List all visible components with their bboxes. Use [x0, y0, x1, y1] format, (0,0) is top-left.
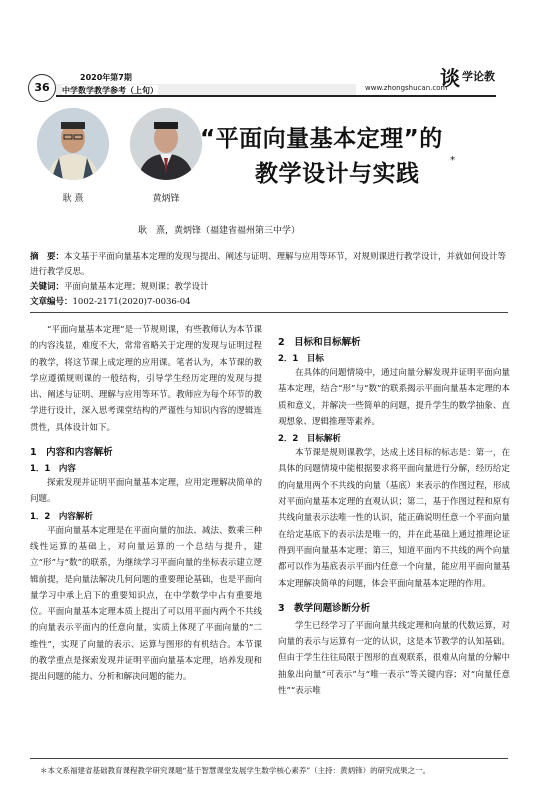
author-caption-2: 黄炳锋 — [152, 194, 180, 204]
page-number: 36 — [28, 74, 56, 102]
section-2-2-heading: 2．2 目标解析 — [278, 434, 341, 445]
article-id-text: 1002-2171(2020)7-0036-04 — [72, 297, 191, 307]
section-1-1-paragraph: 探索发现并证明平面向量基本定理，应用定理解决简单的问题。 — [30, 478, 262, 505]
issue-label: 2020年第7期 — [80, 73, 132, 82]
website-url: www.zhongshucan.com — [365, 84, 448, 92]
section-3-heading: 3 教学问题诊断分析 — [278, 602, 371, 614]
intro-paragraph: “平面向量基本定理”是一节规则课，有些教师认为本节课的内容浅显，难度不大，常常省略关于定理的发现与证明过程的教学，将这节课上成定理的应用课。笔者认为，本节课的教学应遵循规则课的一般结构，引导学生经历定理的发现与提出、阐述与证明、理解与应用等环节。教师应为每个环节的教学进行设计，深入思考课堂结构的严谨性与知识内容的逻辑连贯性，具体设计如下。 — [30, 325, 262, 433]
abstract-line — [30, 250, 508, 280]
column-name: 学论教 — [462, 70, 495, 83]
footnote-rule — [30, 758, 508, 759]
byline: 耿 熹，黄炳锋（福建省福州第三中学） — [138, 226, 301, 236]
section-1-1-heading: 1．1 内容 — [30, 464, 76, 475]
article-id-label: 文章编号： — [30, 297, 73, 307]
column-logo-mark: 谈 — [440, 66, 460, 90]
abstract-text: 本文基于平面向量基本定理的发现与提出、阐述与证明、理解与应用等环节，对规则课进行教学设计，并就如何设计等进行教学反思。 — [30, 252, 507, 277]
footnote: ＊本文系福建省基础教育课程教学研究课题“基于智慧课堂发展学生数学核心素养”（主持：黄炳锋）的研究成果之一。 — [40, 766, 431, 775]
journal-name: 中学数学教学参考（上旬） — [62, 86, 158, 95]
section-2-1-paragraph: 在具体的问题情境中，通过向量分解发现并证明平面向量基本定理，结合“形”与“数”的联系揭示平面向量基本定理的本质和意义，并解决一些简单的问题，提升学生的数学抽象、直观想象、逻辑推理等素养。 — [278, 368, 510, 427]
keywords-line — [30, 280, 508, 295]
section-2-heading: 2 目标和目标解析 — [278, 337, 361, 348]
section-3-paragraph: 学生已经学习了平面向量共线定理和向量的代数运算，对向量的表示与运算有一定的认识，这是本节教学的认知基础。但由于学生往往局限于图形的直观联系，很难从向量的分解中抽象出向量“可表示”与“唯一表示”等关键内容；对“向量任意性”“表示唯 — [278, 620, 510, 697]
article-title-line1: “平面向量基本定理”的 — [200, 126, 443, 152]
article-id-line — [30, 295, 508, 310]
author-photo-1 — [37, 108, 109, 180]
section-1-heading: 1 内容和内容解析 — [30, 447, 113, 459]
left-column — [30, 322, 262, 686]
keywords-label: 关键词： — [30, 282, 65, 292]
abstract-block — [30, 250, 508, 310]
author-photo-2 — [130, 108, 202, 180]
right-column — [278, 322, 510, 699]
article-title-line2: 教学设计与实践 — [255, 161, 420, 187]
abstract-rule — [30, 312, 508, 313]
section-1-2-paragraph: 平面向量基本定理是在平面向量的加法、减法、数乘三种线性运算的基础上，对向量运算的一个总结与提升，建立“形”与“数”的联系，为继续学习平面向量的坐标表示建立逻辑前提，是向量法解决几何问题的重要理论基础，也是平面向量学习中承上启下的重要知识点，在中学数学中占有重要地位。平面向量基本定理本质上提出了可以用平面内两个不共线的向量表示平面内的任意向量，实质上体现了平面向量的“二维性”，实现了向量的表示、运算与图形的有机结合。本节课的教学重点是探索发现并证明平面向量基本定理，培养发现和提出问题的能力、分析和解决问题的能力。 — [30, 525, 262, 683]
author-caption-1: 耿 熹 — [62, 194, 84, 204]
header-rule — [56, 95, 496, 97]
keywords-text: 平面向量基本定理；规则课；教学设计 — [64, 282, 209, 292]
abstract-label: 摘 要： — [30, 252, 65, 262]
section-2-2-paragraph: 本节课是规则课教学，达成上述目标的标志是：第一，在具体的问题情境中能根据要求将平面向量进行分解，经历给定的向量用两个不共线的向量（基底）来表示的作图过程，形成对平面向量基本定理的直观认识；第二，基于作图过程和原有共线向量表示法唯一性的认识，能正确说明任意一个平面向量在给定基底下的表示法是唯一的，并在此基础上通过推理论证得到平面向量基本定理；第三，知道平面内不共线的两个向量都可以作为基底表示平面内任意一个向量，能应用平面向量基本定理解决简单的问题，体会平面向量基本定理的作用。 — [278, 448, 510, 589]
title-footnote-mark: * — [450, 155, 455, 166]
section-1-2-heading: 1．2 内容解析 — [30, 511, 93, 522]
section-2-1-heading: 2．1 目标 — [278, 354, 324, 364]
